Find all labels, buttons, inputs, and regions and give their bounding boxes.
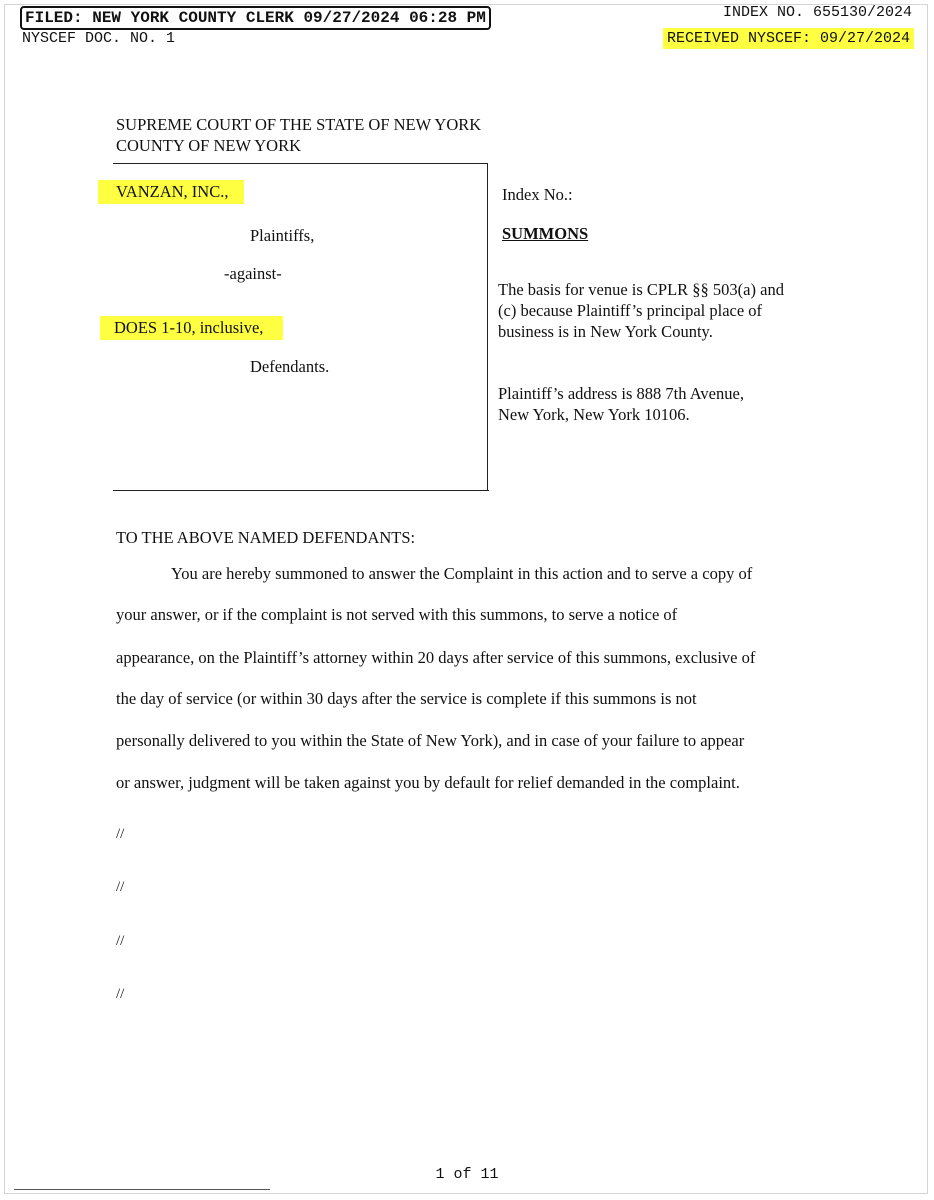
body-line: You are hereby summoned to answer the Complaint in this action and to serve a copy of: [171, 564, 753, 583]
continuation-mark: //: [116, 879, 125, 895]
index-number: INDEX NO. 655130/2024: [722, 4, 912, 21]
plaintiff-name: VANZAN, INC.,: [98, 180, 244, 204]
page-number: 1 of 11: [435, 1166, 499, 1183]
doc-number: NYSCEF DOC. NO. 1: [22, 30, 176, 47]
body-line: personally delivered to you within the State of New York), and in case of your failure to appear: [116, 731, 745, 750]
address-line: New York, New York 10106.: [498, 405, 690, 424]
summons-title: SUMMONS: [502, 224, 589, 243]
venue-line: business is in New York County.: [498, 322, 713, 341]
index-number-label: Index No.:: [502, 185, 573, 204]
against-label: -against-: [224, 264, 282, 283]
body-line: or answer, judgment will be taken against you by default for relief demanded in the complaint.: [116, 773, 740, 792]
footer-rule: [14, 1189, 270, 1190]
received-stamp: RECEIVED NYSCEF: 09/27/2024: [663, 28, 914, 49]
body-line: appearance, on the Plaintiff’s attorney within 20 days after service of this summons, exclusive of: [116, 648, 756, 667]
caption-rule-bottom: [113, 490, 489, 491]
caption-divider: [487, 163, 488, 491]
filed-stamp: FILED: NEW YORK COUNTY CLERK 09/27/2024 06:28 PM: [20, 6, 491, 30]
court-line-1: SUPREME COURT OF THE STATE OF NEW YORK: [116, 115, 482, 134]
continuation-mark: //: [116, 933, 125, 949]
continuation-mark: //: [116, 826, 125, 842]
body-line: your answer, or if the complaint is not served with this summons, to serve a notice of: [116, 605, 678, 624]
venue-line: The basis for venue is CPLR §§ 503(a) and: [498, 280, 784, 299]
address-line: Plaintiff’s address is 888 7th Avenue,: [498, 384, 744, 403]
body-line: the day of service (or within 30 days after the service is complete if this summons is not: [116, 689, 697, 708]
venue-line: (c) because Plaintiff’s principal place of: [498, 301, 763, 320]
summons-heading: TO THE ABOVE NAMED DEFENDANTS:: [116, 528, 416, 547]
defendant-name: DOES 1-10, inclusive,: [100, 316, 283, 340]
venue-basis: [498, 279, 784, 342]
court-name: [116, 114, 481, 156]
court-line-2: COUNTY OF NEW YORK: [116, 136, 302, 155]
defendants-label: Defendants.: [250, 357, 330, 376]
plaintiff-address: [498, 383, 744, 425]
continuation-mark: //: [116, 986, 125, 1002]
plaintiffs-label: Plaintiffs,: [250, 226, 315, 245]
caption-rule-top: [113, 163, 488, 164]
